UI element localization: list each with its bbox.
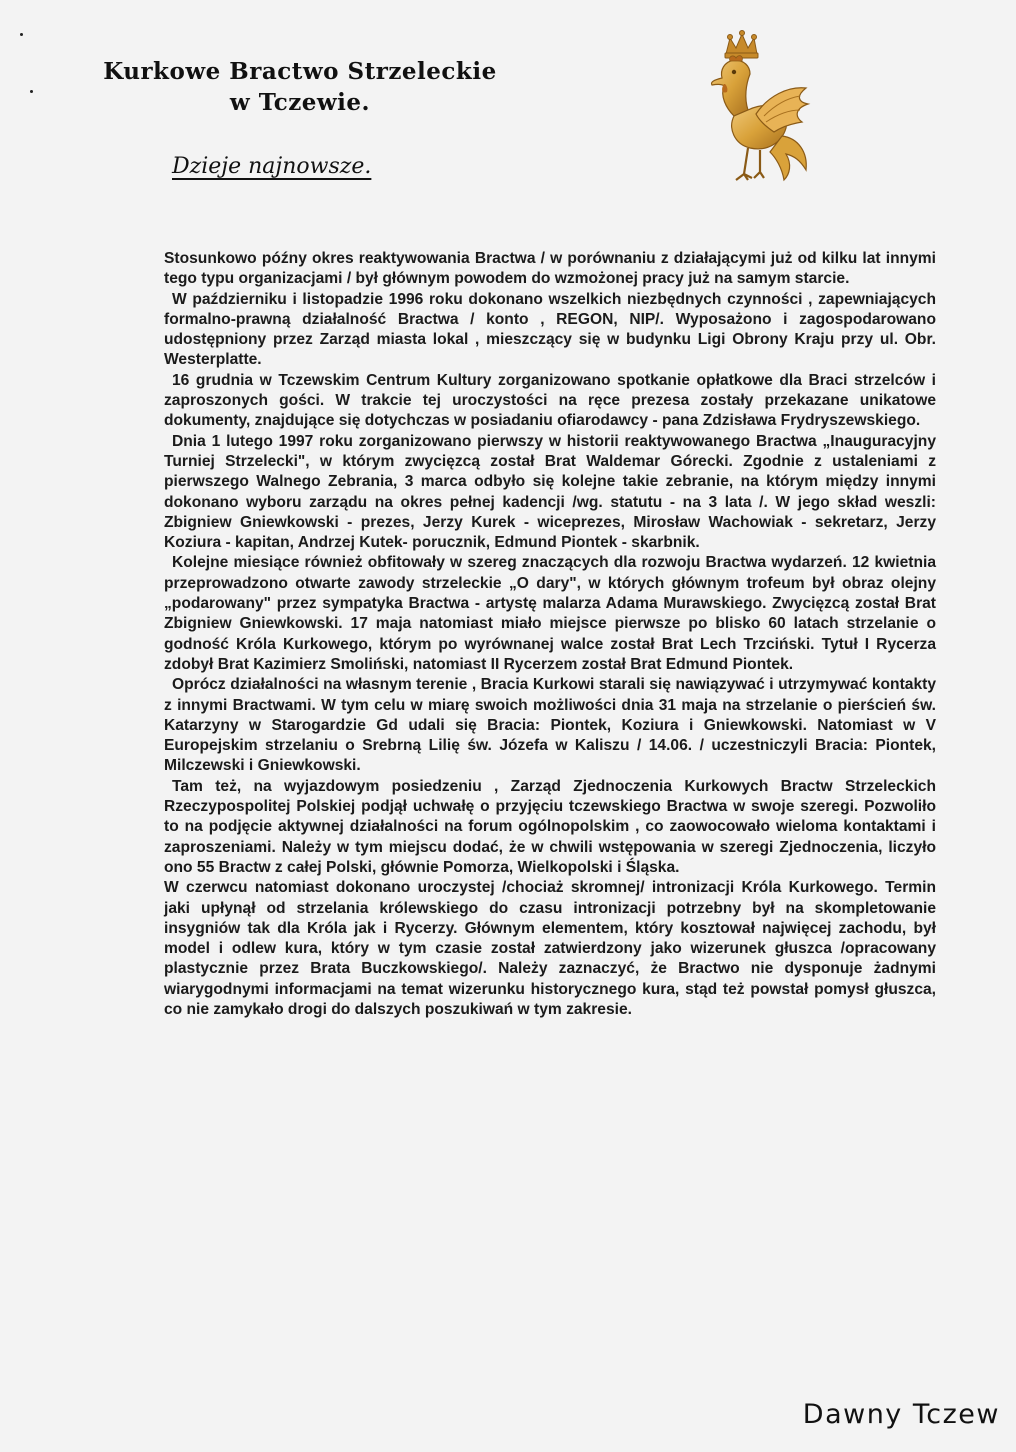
paragraph-2: W październiku i listopadzie 1996 roku dokonano wszelkich niezbędnych czynności , zapewniających formalno-prawną działalność Bractwa / konto , REGON, NIP/. Wyposażono i zagospodarowano udostępniony przez Zarząd miasta lokal , mieszczący się w budynku Ligi Obrony Kraju przy ul. Obr. Westerplatte. <box>164 290 936 369</box>
scan-speck <box>30 90 33 93</box>
paragraph-8: W czerwcu natomiast dokonano uroczystej /chociaż skromnej/ intronizacji Króla Kurkowego. Termin jaki upłynął od strzelania królewskiego do czasu intronizacji potrzebny był na skompletowanie insygniów tak dla Króla jak i Rycerzy. Głównym elementem, który kosztował najwięcej zachodu, był model i odlew kura, który w tym czasie został zatwierdzony jako wizerunek głuszca /opracowany plastycznie przez Brata Buczkowskiego/. Należy zaznaczyć, że Bractwo nie dysponuje żadnymi wiarygodnymi informacjami na temat wizerunku historycznego kura, stąd też powstał pomysł głuszca, co nie zamykało drogi do dalszych poszukiwań w tym zakresie. <box>164 879 936 1018</box>
paragraph-4: Dnia 1 lutego 1997 roku zorganizowano pierwszy w historii reaktywowanego Bractwa „Inauguracyjny Turniej Strzelecki", w którym zwycięzcą został Brat Waldemar Górecki. Zgodnie z ustaleniami z pierwszego Walnego Zebrania, 3 marca odbyło się kolejne takie zebranie, na którym między innymi dokonano wyboru zarządu na okres pełnej kadencji /wg. statutu - na 3 lata /. W jego skład weszli: Zbigniew Gniewkowski - prezes, Jerzy Kurek - wiceprezes, Mirosław Wachowiak - sekretarz, Jerzy Koziura - kapitan, Andrzej Kutek- porucznik, Edmund Piontek - skarbnik. <box>164 432 936 552</box>
document-title <box>100 56 500 118</box>
document-subtitle: Dzieje najnowsze. <box>172 154 372 179</box>
paragraph-3: 16 grudnia w Tczewskim Centrum Kultury zorganizowano spotkanie opłatkowe dla Braci strzelców i zaproszonych gości. W trakcie tej uroczystości na ręce prezesa zostały przekazane unikatowe dokumenty, znajdujące się dotychczas w posiadaniu ofiarodawcy - pana Zdzisława Frydryszewskiego. <box>164 371 936 430</box>
paragraph-1: Stosunkowo późny okres reaktywowania Bractwa / w porównaniu z działającymi już od kilku lat innymi tego typu organizacjami / był głównym powodem do wzmożonej pracy już na samym starcie. <box>164 250 936 288</box>
paragraph-5: Kolejne miesiące również obfitowały w szereg znaczących dla rozwoju Bractwa wydarzeń. 12 kwietnia przeprowadzono otwarte zawody strzeleckie „O dary", w których głównym trofeum był obraz olejny „podarowany" przez sympatyka Bractwa - artystę malarza Adama Murawskiego. Zwycięzcą został Brat Zbigniew Gniewkowski. 17 maja natomiast miało miejsce pierwsze po blisko 60 latach strzelanie o godność Króla Kurkowego, którym po wyrównanej walce został Brat Lech Trzciński. Tytuł I Rycerza zdobył Brat Kazimierz Smoliński, natomiast II Rycerzem został Brat Edmund Piontek. <box>164 554 936 673</box>
watermark-text: Dawny Tczew <box>802 1399 1000 1430</box>
scan-speck <box>20 33 23 36</box>
paragraph-6: Oprócz działalności na własnym terenie , Bracia Kurkowi starali się nawiązywać i utrzymywać kontakty z innymi Bractwami. W tym celu w miarę swoich możliwości dnia 31 maja na strzelanie o pierścień św. Katarzyny w Starogardzie Gd udali się Bracia: Piontek, Koziura i Gniewkowski. Natomiast w V Europejskim strzelaniu o Srebrną Lilię św. Józefa w Kaliszu / 14.06. / uczestniczyli Bracia: Piontek, Milczewski i Gniewkowski. <box>164 676 936 775</box>
paragraph-7: Tam też, na wyjazdowym posiedzeniu , Zarząd Zjednoczenia Kurkowych Bractw Strzeleckich Rzeczypospolitej Polskiej podjął uchwałę o przyjęciu tczewskiego Bractwa w swoje szeregi. Pozwoliło to na podjęcie aktywnej działalności na forum ogólnopolskim , co zaowocowało wieloma kontaktami i zaproszeniami. Należy w tym miejscu dodać, że w chwili wstępowania w szeregi Zjednoczenia, liczyło ono 55 Bractw z całej Polski, głównie Pomorza, Wielkopolski i Śląska. <box>164 777 936 876</box>
crowned-rooster-icon <box>690 24 820 184</box>
document-body <box>164 249 936 1020</box>
title-line-2: w Tczewie. <box>229 89 371 116</box>
title-line-1: Kurkowe Bractwo Strzeleckie <box>103 58 497 85</box>
